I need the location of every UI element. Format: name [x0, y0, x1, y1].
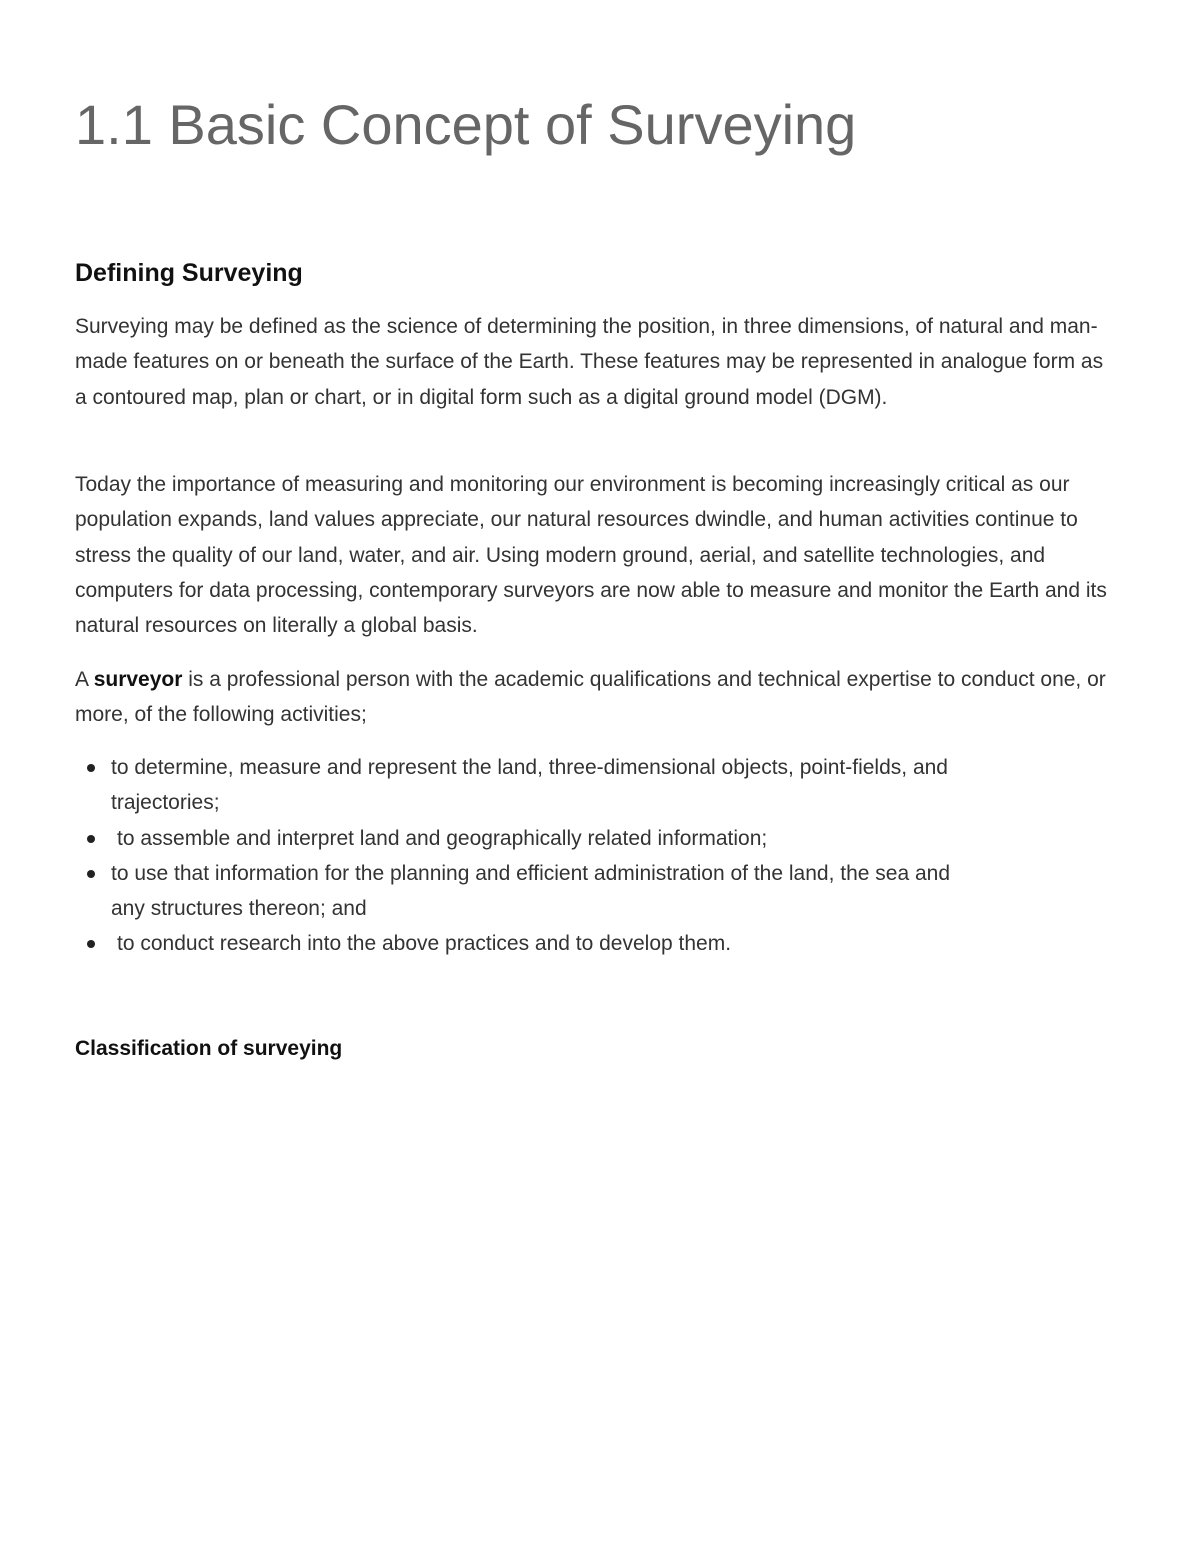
paragraph-surveyor: [75, 662, 1120, 733]
paragraph-definition: Surveying may be defined as the science of determining the position, in three dimensions, of natural and man-made features on or beneath the surface of the Earth. These features may be represented in analogue form as a contoured map, plan or chart, or in digital form such as a digital ground model (DGM).: [75, 315, 1104, 409]
page-title: 1.1 Basic Concept of Surveying: [75, 93, 857, 156]
list-item-text: to determine, measure and represent the land, three-dimensional objects, point-fields, and trajectories;: [111, 756, 948, 815]
list-item: [75, 856, 975, 927]
list-item-text: to use that information for the planning and efficient administration of the land, the sea and any structures thereon; and: [111, 861, 950, 921]
activities-list: [75, 750, 975, 962]
bullet-icon: [87, 870, 95, 878]
section-heading-defining-surveying: Defining Surveying: [75, 259, 303, 287]
surveyor-suffix: is a professional person with the academic qualifications and technical expertise to conduct one, or more, of the following activities;: [75, 668, 1106, 727]
list-item: [75, 750, 975, 821]
bullet-icon: [87, 835, 95, 843]
paragraph-importance: Today the importance of measuring and monitoring our environment is becoming increasingly critical as our population expands, land values appreciate, our natural resources dwindle, and human activities continue to stress the quality of our land, water, and air. Using modern ground, aerial, and satellite technologies, and computers for data processing, contemporary surveyors are now able to measure and monitor the Earth and its natural resources on literally a global basis.: [75, 473, 1107, 638]
list-item: [75, 821, 975, 856]
subsection-heading-classification: Classification of surveying: [75, 1037, 343, 1060]
bullet-icon: [87, 764, 95, 772]
bullet-icon: [87, 940, 95, 948]
list-item: [75, 926, 975, 961]
list-item-text: to assemble and interpret land and geographically related information;: [117, 826, 768, 850]
list-item-text: to conduct research into the above practices and to develop them.: [117, 932, 732, 956]
surveyor-prefix: A: [75, 668, 94, 691]
surveyor-bold-term: surveyor: [93, 668, 183, 691]
